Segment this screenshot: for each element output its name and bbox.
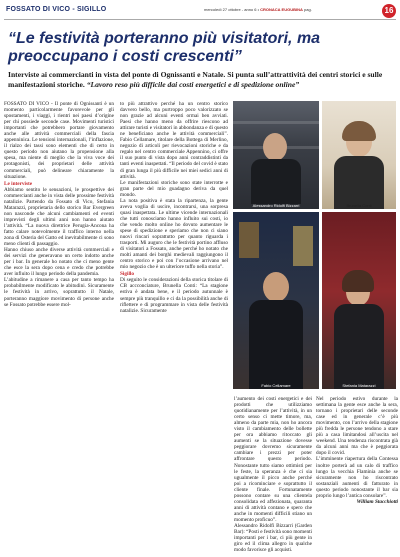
- subheading-interviste: Le interviste: [4, 180, 33, 187]
- paragraph: Nel periodo estivo durante la settimana la gente esce anche la sera, tornano i proprietari delle seconde case ed in generale c’è più movimento, con l’arrivo della stagione più fredda le persone tendono a stare più a casa limitandosi all’uscita nel weekend. Una tendenza riscontrata già da alcuni anni ma che è peggiorata dopo il covid.: [316, 396, 398, 457]
- photo-stefania-matarazzi: [322, 212, 396, 389]
- paragraph: L’imminente riapertura della Contessa inoltre porterà ad un calo di traffico lungo la vecchia Flaminia anche se sicuramente non ho riscontrato sostanziali aumenti di fatturato in questo periodo nonostante il bar sia proprio lungo l’antica consolare”.: [316, 456, 398, 499]
- section-title: FOSSATO DI VICO - SIGILLO: [6, 6, 107, 13]
- portrait-body: [334, 156, 384, 209]
- paragraph: to più attrattivo perché ha un centro storico davvero bello, ma purtroppo poco valorizzato se non grazie ad alcuni eventi ormai ben avviati. Paesi che hanno meno da offrire riescono ad attirare turisti e visitatori in abbondanza e di questo ne beneficiano anche le attività commerciali”. Fabio Cellamare, titolare della Bottega di Merlino, negozio di articoli per rievocazioni storiche e da regalo nel centro commerciale Appennino, ci offre il suo punto di vista dopo anni contraddistinti da tanti eventi inaspettati. “Il periodo del covid è stato di gran lunga il più difficile nei miei sedici anni di attività.: [120, 101, 228, 180]
- subhead-quote: “Lavoro reso più difficile dai costi energetici e di spedizione online”: [86, 79, 300, 89]
- dateline-brand: CRONACA EUGUBINA: [260, 7, 303, 12]
- photo-caption: Alessandro Ridolfi Bizzarri: [252, 203, 300, 208]
- portrait-body: [249, 300, 303, 389]
- photo-shelf: [233, 121, 319, 124]
- photo-alessandro-ridolfi: [233, 101, 319, 209]
- dateline-suffix: pag.: [304, 7, 312, 12]
- dateline: [204, 7, 364, 12]
- subhead: [8, 70, 394, 89]
- shop-decor: [239, 222, 259, 258]
- paragraph: Hanno chiuso anche diverse attività commerciali e dei servizi che generavano un certo indotto anche per i bar. In generale ho notato che ci meno gente che esce la sera dopo cena e credo che potrebbe aver influito il lungo periodo della pandemia.: [4, 247, 114, 278]
- photo-brunella-conti: [322, 101, 396, 209]
- paragraph: l’aumento dei costi energetici e dei prodotti che utilizziamo quotidianamente per l’attività, in un certo senso ci mette timore, ma, almeno da parte mia, non ho ancora visto il cambiamento delle bollette per ora abbiamo ritoccato gli aumenti se la situazione dovesse peggiorare dovremo sicuramente cambiare i prezzi per poter affrontare questo periodo. Nonostante tutto siamo ottimisti per le feste, la speranza è che ci sia ugualmente il picco anche perché poi a ricominciare e soprattutto il cliente finale. Fortunatamente possono contare su una clientela consolidata ed affezionata, quaranta anni di attività contano e spero che anche in momenti difficili stiano un momento proficuo”.: [234, 396, 312, 523]
- portrait-body: [251, 159, 301, 204]
- portrait-hair: [342, 121, 376, 141]
- page-number-badge: 16: [382, 4, 396, 18]
- paragraph: Di seguito le considerazioni della storica titolare di CB accconciature, Brunella Conti: “La stagione estiva è andata bene, e il periodo autunnale è sempre più tranquillo e ci da la possibilità anche di riflettere e di programmare in vista delle festività natalizie. Sicuramente: [120, 277, 228, 314]
- article-column-2: [120, 101, 228, 556]
- shop-decor: [293, 226, 313, 266]
- photo-fabio-cellamare: [233, 212, 319, 389]
- page-header: [4, 4, 396, 20]
- article-column-1: [4, 101, 114, 556]
- photo-caption: Stefania Matarazzi: [342, 383, 376, 388]
- portrait-face: [263, 133, 287, 161]
- portrait-face: [263, 272, 289, 302]
- photo-caption: Brunella Conti: [346, 203, 372, 208]
- portrait-hair: [342, 270, 374, 292]
- paragraph: Alessandro Ridolfi Bizzarri (Garden Bar): “Posti e festività sono momenti importanti per i bar, ci più gente in giro ed il clima allegro in qualche modo favorisce gli acquisti.: [234, 522, 312, 554]
- dateline-prefix: mercoledì 27 ottobre - anno 6 •: [204, 7, 259, 12]
- paragraph: La nota positiva è stata la ripartenza, la gente aveva voglia di uscire, incontrarsi, una sorpresa quasi inaspettata. Le ultime vicende internazionali che tutti conosciamo hanno influito sui costi, io che vendo molto online ho dovuto aumentare le spese di spedizione e speriamo che non ci siano nuovi rincari soprattutto per quanto riguarda i trasporti. Mi auguro che le festività portino affluso di visitatori a Fossato, anche perché ho notato che molti amanti dei borghi medievali raggiungono il centro storico e poi con l’occasione arrivano nel mio negozio che è un ulteriore tuffo nella storia”.: [120, 197, 228, 271]
- portrait-body: [334, 304, 384, 389]
- subheading-sigillo: Sigillo: [120, 271, 135, 278]
- article-column-4: [316, 396, 398, 554]
- author-signature: William Stacchiotti: [356, 498, 398, 505]
- paragraph: Le manifestazioni storiche sono state interrotte e gran parte del mio guadagno deriva da quel mondo.: [120, 179, 228, 198]
- paragraph: Abbiamo sentito le sensazioni, le prospettive dei commercianti anche in vista delle prossime festività natalizie. Partendo da Fossato di Vico, Stefania Matarazzi, proprietaria dello storico Bar Evergreen non nasconde che alcuni cambiamenti ed eventi imprevisti degli ultimi anni non hanno aiutato l’attività. “La nuova direttrice Perugia-Ancona ha fatto calare notevolmente il traffico interno nella zona di Osteria del Gatto ed inevitabilmente ci sono meno clienti di passaggio.: [4, 186, 114, 248]
- paragraph: FOSSATO DI VICO - Il ponte di Ognissanti è un momento particolarmente favorevole per gli spostamenti, i viaggi, i rientri nei paesi d’origine per chi possiede seconde case. Movimenti turistici importanti che potrebbero portare giovamento anche alle attività commerciali della fascia appenninica. Le tensioni internazionali, l’inflazione, il rialzo dei tassi sono elementi che di certo in questo periodo non aiutano la propensione alla spesa, ma niente di meglio che la viva voce dei protagonisti, dei proprietari delle attività commerciali, può delineare chiaramente la situazione.: [4, 101, 114, 180]
- article-column-3: [234, 396, 312, 554]
- headline: “Le festività porteranno più visitatori, ma preoccupano i costi crescenti”: [8, 30, 321, 65]
- photo-caption: Fabio Cellamare: [261, 383, 291, 388]
- subhead-text: Interviste ai commercianti in vista del ponte di Ognissanti e Natale. Si punta sull’attrattività dei centri storici e sulle manifestazioni storiche.: [8, 70, 383, 89]
- paragraph: L’abitudine a rimanere a casa per tanto tempo ha probabilmente modificato le abitudini. Sicuramente le festività in arrivo, soprattutto il Natale, porteranno maggiore movimento di persone anche se Fossato potrebbe essere mol-: [4, 277, 114, 308]
